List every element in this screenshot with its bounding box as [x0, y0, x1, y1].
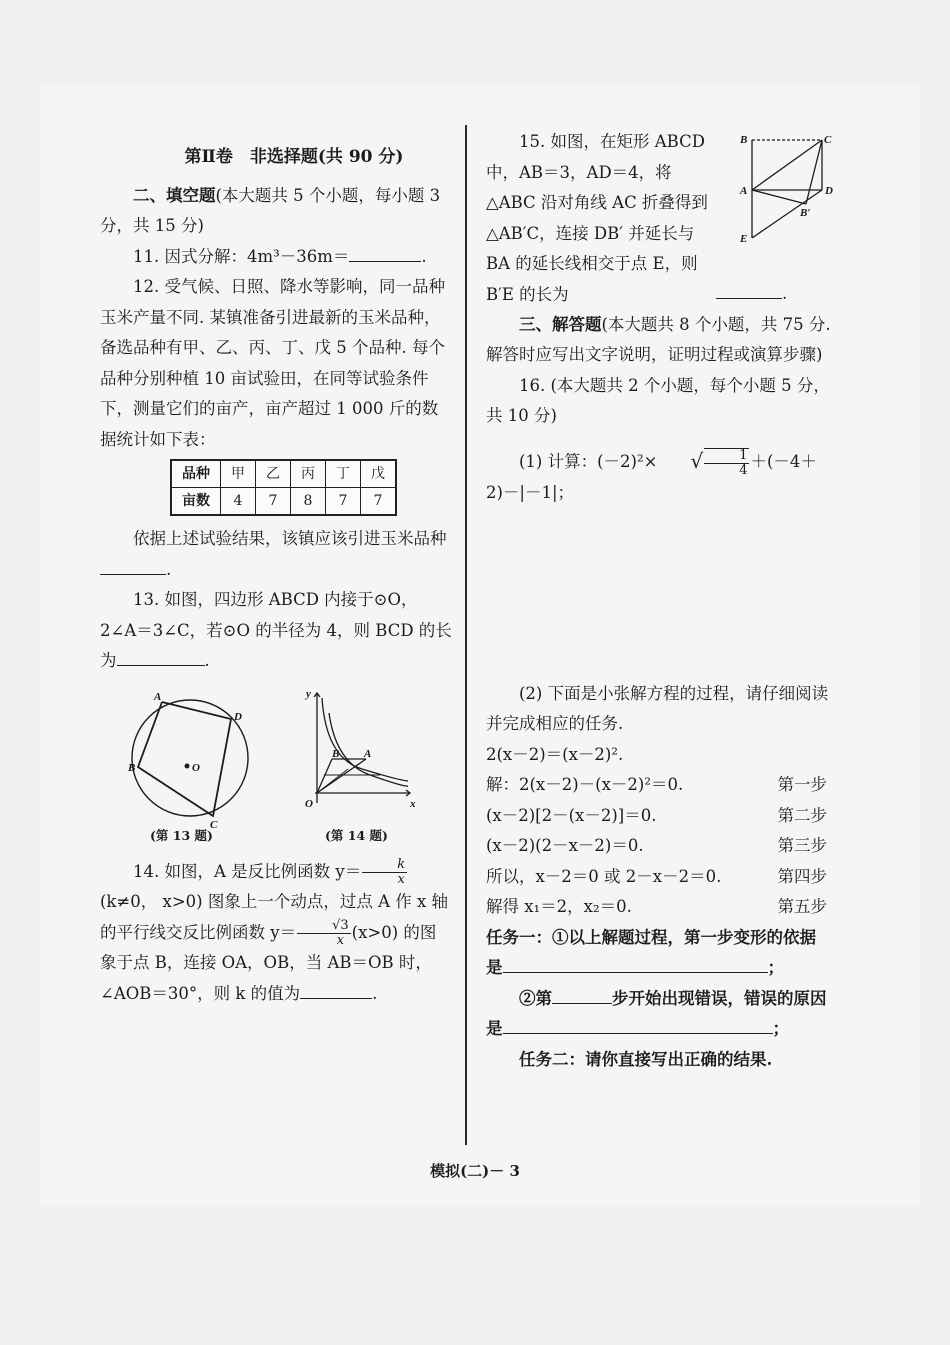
- fig14-label-A: A: [364, 747, 372, 760]
- q11-text: 11. 因式分解：4m³－36m＝: [133, 246, 350, 266]
- table-cell: 8: [291, 488, 326, 516]
- right-column: [486, 127, 831, 1075]
- question-12-tail: 依据上述试验结果，该镇应该引进玉米品种.: [100, 524, 452, 585]
- q13-text: 13. 如图，四边形 ABCD 内接于⊙O，2∠A＝3∠C，若⊙O 的半径为 4，则 BCD 的长为: [100, 590, 452, 670]
- left-column: [100, 142, 452, 1009]
- fig13-label-O: O: [192, 761, 200, 774]
- fig14-label-O: O: [305, 797, 313, 810]
- question-16-1: [486, 446, 831, 509]
- table-header-acres: 亩数: [171, 488, 221, 516]
- step-text: 解得 x₁＝2，x₂＝0.: [486, 897, 632, 916]
- figures-13-14: [100, 683, 452, 853]
- fig15-label-A: A: [740, 185, 748, 197]
- q11-answer-blank[interactable]: [349, 243, 421, 262]
- fill-note: (本大题共 5 个小题，每小题 3 分，共 15 分): [100, 185, 441, 235]
- question-11: 11. 因式分解：4m³－36m＝ .: [100, 242, 452, 273]
- task-1-part-2: ②第 步开始出现错误，错误的原因是 ；: [486, 984, 831, 1045]
- frac-denominator: x: [397, 871, 405, 887]
- task1-text: 任务一：①以上解题过程，第一步变形的依据是: [486, 927, 816, 977]
- step-tag: 第五步: [777, 897, 827, 916]
- figure-14: [314, 693, 410, 803]
- q14-text-4: (x>0) 的图象于点 B，连接 OA，OB，当 AB＝OB 时，∠AOB＝30°，则 k 的值为: [100, 922, 437, 1003]
- q14-answer-blank[interactable]: [300, 980, 372, 999]
- q15-text: 15. 如图，在矩形 ABCD 中，AB＝3，AD＝4，将△ABC 沿对角线 AC 折叠得到△AB′C，连接 DB′ 并延长与 BA 的延长线相交于点 E，则 B′E 的长为: [486, 132, 708, 304]
- step-text: (x－2)[2－(x－2)]＝0.: [486, 805, 657, 825]
- table-cell: 戊: [361, 460, 397, 488]
- step-row: [486, 801, 831, 832]
- frac-numerator: 1: [704, 449, 749, 464]
- q12-answer-blank[interactable]: [100, 556, 166, 575]
- fig15-label-D: D: [825, 185, 833, 197]
- question-16-2: (2) 下面是小张解方程的过程，请仔细阅读并完成相应的任务.: [486, 683, 829, 733]
- table-cell: 7: [361, 488, 397, 516]
- section-title: 第Ⅱ卷 非选择题(共 90 分): [184, 147, 404, 167]
- solve-heading: 三、解答题: [519, 314, 602, 334]
- frac-numerator: k: [362, 858, 407, 873]
- step-row: [486, 892, 831, 923]
- question-16-head: 16. (本大题共 2 个小题，每个小题 5 分，共 10 分): [486, 375, 830, 425]
- table-cell: 4: [221, 488, 256, 516]
- table-cell: 7: [256, 488, 291, 516]
- fig15-label-C: C: [824, 134, 832, 146]
- step-tag: 第一步: [777, 775, 827, 794]
- table-header-variety: 品种: [171, 460, 221, 488]
- step-tag: 第二步: [777, 805, 827, 825]
- fig14-caption: (第 14 题): [325, 827, 388, 843]
- figure-13: [132, 700, 248, 816]
- question-15: [486, 127, 721, 310]
- table-cell: 甲: [221, 460, 256, 488]
- step-row: [486, 862, 831, 893]
- task-1: 任务一：①以上解题过程，第一步变形的依据是 ；: [486, 927, 816, 977]
- fig14-label-x: x: [410, 797, 416, 810]
- solution-steps: [486, 740, 831, 923]
- fig14-label-B: B: [332, 747, 340, 760]
- fig15-label-B-prime: B′: [800, 207, 811, 219]
- step-text: 解：2(x－2)－(x－2)²＝0.: [486, 775, 684, 794]
- q14-text-3: x>0) 图象上一个动点，过点 A 作 x 轴的平行线交反比例函数 y＝: [100, 892, 449, 942]
- table-cell: 7: [326, 488, 361, 516]
- task1-blank-2[interactable]: [552, 985, 612, 1004]
- answer-space: [486, 509, 831, 679]
- fig13-label-B: B: [128, 761, 136, 774]
- fig13-label-C: C: [210, 818, 218, 831]
- table-cell: 丁: [326, 460, 361, 488]
- fill-in-section: [100, 181, 452, 242]
- question-12: 12. 受气候、日照、降水等影响，同一品种玉米产量不同. 某镇准备引进最新的玉米品种，备选品种有甲、乙、丙、丁、戊 5 个品种. 每个品种分别种植 10 亩试验田，在同等试验条件下，测量它们的亩产，亩产超过 1 000 斤的数据统计如下表：: [100, 277, 445, 449]
- step-row: [486, 831, 831, 862]
- step-text: (x－2)(2－x－2)＝0.: [486, 836, 644, 855]
- task1b-text-2: 步开始出现错误，错误的原因是: [486, 988, 827, 1038]
- page-footer: 模拟(二)－ 3: [430, 1162, 520, 1180]
- frac-denominator: 4: [739, 463, 748, 478]
- table-row: [171, 488, 396, 516]
- q12-tail-text: 依据上述试验结果，该镇应该引进玉米品种: [133, 529, 447, 548]
- frac-denominator: x: [336, 932, 345, 948]
- q16-1-text-b: ＋(－4＋2)－|－1|；: [486, 451, 817, 502]
- question-14: 14. 如图，A 是反比例函数 y＝ $\frac{k}{x}$ (k≠0， x>0) 图象上一个动点，过点 A 作 x 轴的平行线交反比例函数 y＝ $\frac{√3}{x}$ (x>0) 的图象于点 B，连接 OA，OB，当 AB＝OB 时，∠AOB＝30°，则 k 的值为 .: [100, 856, 449, 1003]
- fraction-root3-over-x: [297, 919, 351, 948]
- step-text: 所以，x－2＝0 或 2－x－2＝0.: [486, 866, 722, 886]
- fraction-k-over-x: [362, 858, 407, 887]
- fig13-label-A: A: [154, 690, 162, 703]
- q13-answer-blank[interactable]: [117, 647, 205, 666]
- yield-table: [170, 459, 397, 516]
- fig13-label-D: D: [234, 710, 242, 723]
- question-13: 13. 如图，四边形 ABCD 内接于⊙O，2∠A＝3∠C，若⊙O 的半径为 4，则 BCD 的长为 .: [100, 590, 452, 670]
- table-row: [171, 460, 396, 488]
- q14-text-2: (k≠0，: [100, 892, 158, 911]
- q16-1-text-a: (1) 计算：(－2)²×: [519, 451, 658, 471]
- task1-blank-1[interactable]: [503, 954, 768, 973]
- solve-section: [486, 310, 831, 371]
- sqrt-one-quarter: √ $\frac{1}{4}$: [690, 448, 748, 478]
- task-2: 任务二：请你直接写出正确的结果.: [519, 1049, 773, 1069]
- q14-text-1: 14. 如图，A 是反比例函数 y＝: [133, 861, 362, 881]
- fig13-caption: (第 13 题): [150, 827, 213, 843]
- column-divider: [465, 125, 467, 1145]
- solve-note: (本大题共 8 个小题，共 75 分. 解答时应写出文字说明，证明过程或演算步骤): [486, 314, 831, 364]
- frac-numerator: √3: [297, 919, 351, 934]
- fig15-label-B: B: [740, 134, 748, 146]
- fig15-label-E: E: [740, 233, 748, 245]
- q15-blank-line: .: [716, 279, 831, 310]
- table-cell: 丙: [291, 460, 326, 488]
- table-cell: 乙: [256, 460, 291, 488]
- fill-heading: 二、填空题: [133, 185, 216, 205]
- equation: 2(x－2)＝(x－2)².: [486, 744, 624, 764]
- step-tag: 第三步: [777, 836, 827, 855]
- fig14-label-y: y: [306, 687, 311, 700]
- task1-blank-3[interactable]: [503, 1015, 773, 1034]
- step-tag: 第四步: [777, 866, 827, 886]
- q15-answer-blank[interactable]: [716, 280, 782, 299]
- step-row: [486, 770, 831, 801]
- task1b-text-1: ②第: [519, 988, 552, 1008]
